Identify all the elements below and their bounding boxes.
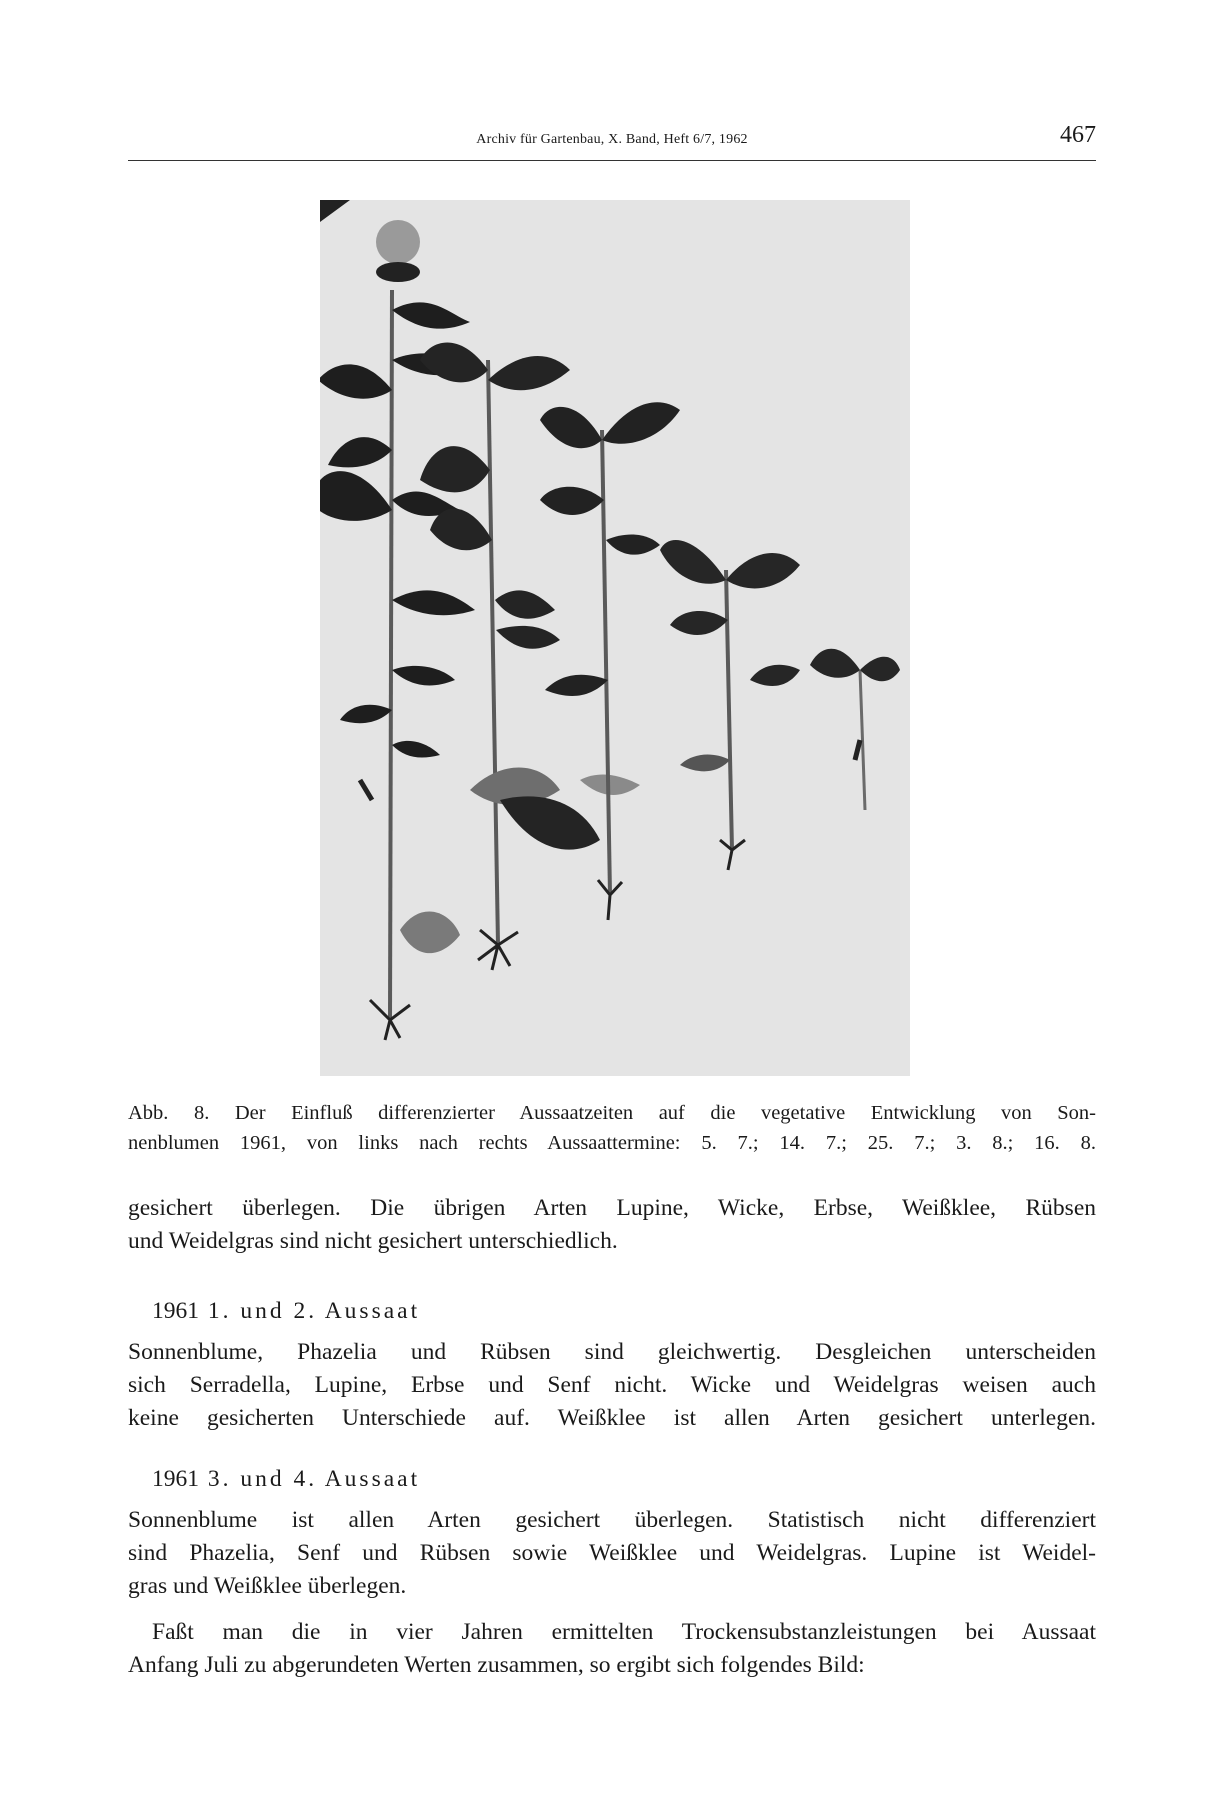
caption-line: Abb. 8. Der Einfluß differenzierter Aussaatzeiten auf die vegetative Entwicklung von Son- [128,1102,1096,1124]
journal-reference: Archiv für Gartenbau, X. Band, Heft 6/7, 1962 [476,132,748,147]
sunflower-photo-icon [320,200,910,1076]
section-paragraph-1 [128,1336,1096,1435]
heading-year: 1961 [152,1298,199,1324]
heading-year: 1961 [152,1466,199,1492]
text-line: keine gesicherten Unterschiede auf. Weißklee ist allen Arten gesichert unterlegen. [128,1405,1096,1431]
intro-paragraph [128,1192,1096,1258]
section-paragraph-2 [128,1504,1096,1603]
text-line: Anfang Juli zu abgerundeten Werten zusammen, so ergibt sich folgendes Bild: [128,1652,865,1678]
text-line: sind Phazelia, Senf und Rübsen sowie Weißklee und Weidelgras. Lupine ist Weidel- [128,1540,1096,1566]
text-line: gesichert überlegen. Die übrigen Arten Lupine, Wicke, Erbse, Weißklee, Rübsen [128,1195,1096,1221]
text-line: sich Serradella, Lupine, Erbse und Senf nicht. Wicke und Weidelgras weisen auch [128,1372,1096,1398]
text-line: Sonnenblume ist allen Arten gesichert überlegen. Statistisch nicht differenziert [128,1507,1096,1533]
running-head [128,118,1096,158]
header-rule [128,160,1096,161]
text-line: Faßt man die in vier Jahren ermittelten Trockensubstanzleistungen bei Aussaat [152,1619,1096,1645]
text-line: und Weidelgras sind nicht gesichert unterschiedlich. [128,1228,618,1254]
caption-line: nenblumen 1961, von links nach rechts Aussaattermine: 5. 7.; 14. 7.; 25. 7.; 3. 8.; 16. 8. [128,1132,1096,1154]
figure-caption [128,1098,1096,1158]
text-line: gras und Weißklee überlegen. [128,1573,407,1599]
figure-photo [320,200,910,1076]
section-heading-1 [152,1298,420,1325]
section-heading-2 [152,1466,420,1493]
text-line: Sonnenblume, Phazelia und Rübsen sind gleichwertig. Desgleichen unterscheiden [128,1339,1096,1365]
closing-paragraph [128,1616,1096,1682]
heading-text: 1. und 2. Aussaat [207,1298,421,1324]
page-number: 467 [1060,122,1096,148]
heading-text: 3. und 4. Aussaat [207,1466,421,1492]
